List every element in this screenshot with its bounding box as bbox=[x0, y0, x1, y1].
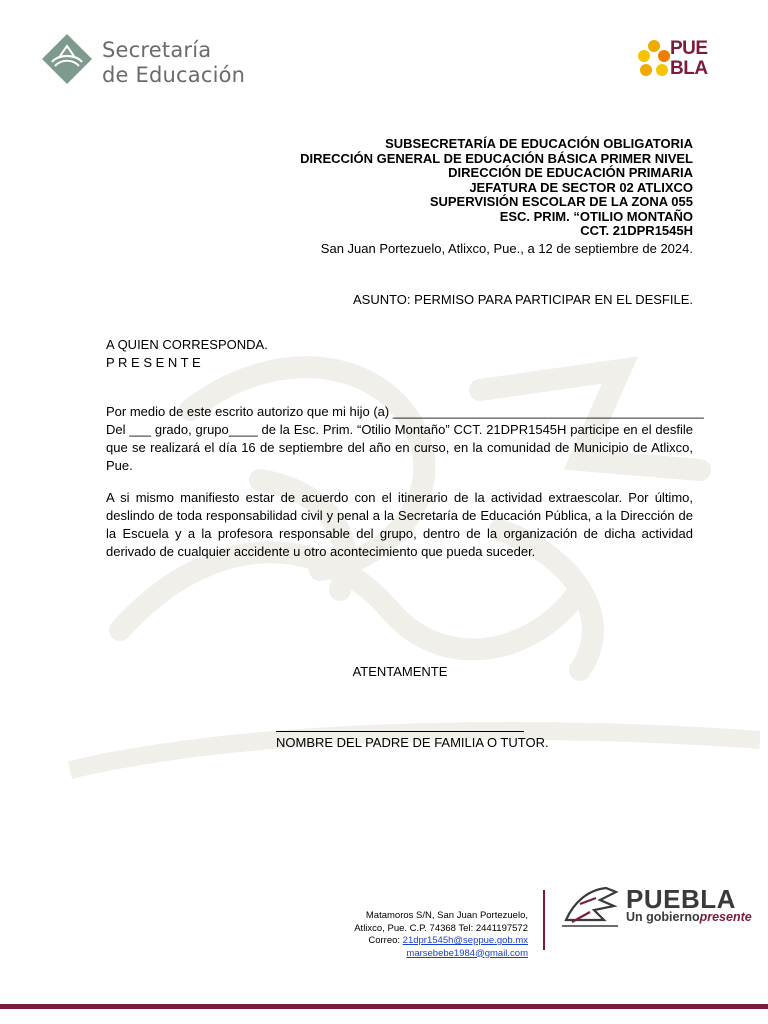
heading-line-1: SUBSECRETARÍA DE EDUCACIÓN OBLIGATORIA bbox=[385, 136, 693, 151]
footer-address-line1: Matamoros S/N, San Juan Portezuelo, bbox=[365, 910, 528, 921]
footer-bar bbox=[0, 1004, 768, 1009]
signature-line bbox=[276, 731, 524, 732]
heading-line-7: CCT. 21DPR1545H bbox=[580, 223, 693, 238]
puebla-logo-line2: BLA bbox=[670, 58, 708, 79]
footer-email-row bbox=[354, 935, 528, 948]
signature-label: NOMBRE DEL PADRE DE FAMILIA O TUTOR. bbox=[276, 735, 549, 750]
footer-address-line2: Atlixco, Pue. C.P. 74368 Tel: 2441197572 bbox=[354, 922, 528, 934]
recipient-block bbox=[106, 336, 268, 372]
body-paragraph-2: A si mismo manifiesto estar de acuerdo con el itinerario de la actividad extraescolar. Por último, deslindo de toda responsabilidad civil y penal a la Secretaría de Educación Pública, a la Dirección de la Escuela y a la profesora responsable del grupo, dentro de la organización de dicha actividad derivado de cualquier accidente u otro acontecimiento que pueda suceder. bbox=[106, 490, 693, 559]
puebla-flower-icon bbox=[636, 38, 672, 84]
subject-line: ASUNTO: PERMISO PARA PARTICIPAR EN EL DESFILE. bbox=[352, 292, 693, 307]
footer-puebla-logo bbox=[560, 880, 752, 930]
footer-logo-title: PUEBLA bbox=[626, 884, 736, 914]
footer-logo-slogan bbox=[626, 910, 752, 924]
footer-logo-slogan-2: presente bbox=[699, 910, 752, 924]
footer-email-link-1[interactable]: 21dpr1545h@seppue.gob.mx bbox=[402, 935, 528, 946]
letter-heading bbox=[300, 137, 693, 239]
puebla-gobierno-emblem-icon bbox=[560, 882, 622, 928]
heading-line-5: SUPERVISIÓN ESCOLAR DE LA ZONA 055 bbox=[429, 194, 693, 209]
recipient-line2: P R E S E N T E bbox=[106, 355, 201, 370]
footer-email-row-2 bbox=[354, 948, 528, 961]
footer-address bbox=[354, 910, 528, 960]
closing: ATENTAMENTE bbox=[352, 664, 448, 679]
body-paragraph-1: Del ___ grado, grupo____ de la Esc. Prim. “Otilio Montaño” CCT. 21DPR1545H participe en el desfile que se realizará el día 16 de septiembre del año en curso, en la comunidad de Municipio de Atlixco, Pue. bbox=[106, 422, 693, 473]
secretaria-name-line1: Secretaría bbox=[102, 38, 212, 62]
place-date: San Juan Portezuelo, Atlixco, Pue., a 12 de septiembre de 2024. bbox=[320, 241, 693, 256]
footer-email-label: Correo: bbox=[368, 935, 401, 946]
recipient-line1: A QUIEN CORRESPONDA. bbox=[106, 337, 268, 352]
heading-line-6: ESC. PRIM. “OTILIO MONTAÑO bbox=[499, 208, 693, 224]
heading-line-2: DIRECCIÓN GENERAL DE EDUCACIÓN BÁSICA PRIMER NIVEL bbox=[300, 150, 693, 166]
puebla-logo bbox=[636, 34, 732, 90]
secretaria-emblem-icon bbox=[40, 32, 94, 86]
footer-logo-slogan-1: Un gobierno bbox=[626, 910, 700, 924]
intro-line: Por medio de este escrito autorizo que mi hijo (a) ___________________________________________ bbox=[106, 404, 704, 419]
footer-email-link-2[interactable]: marsebebe1984@gmail.com bbox=[406, 947, 528, 959]
secretaria-educacion-logo bbox=[40, 30, 250, 90]
puebla-logo-line1: PUE bbox=[670, 38, 708, 59]
heading-line-3: DIRECCIÓN DE EDUCACIÓN PRIMARIA bbox=[448, 165, 693, 180]
secretaria-name-line2: de Educación bbox=[102, 63, 246, 87]
heading-line-4: JEFATURA DE SECTOR 02 ATLIXCO bbox=[469, 179, 693, 195]
footer-divider bbox=[543, 890, 545, 950]
